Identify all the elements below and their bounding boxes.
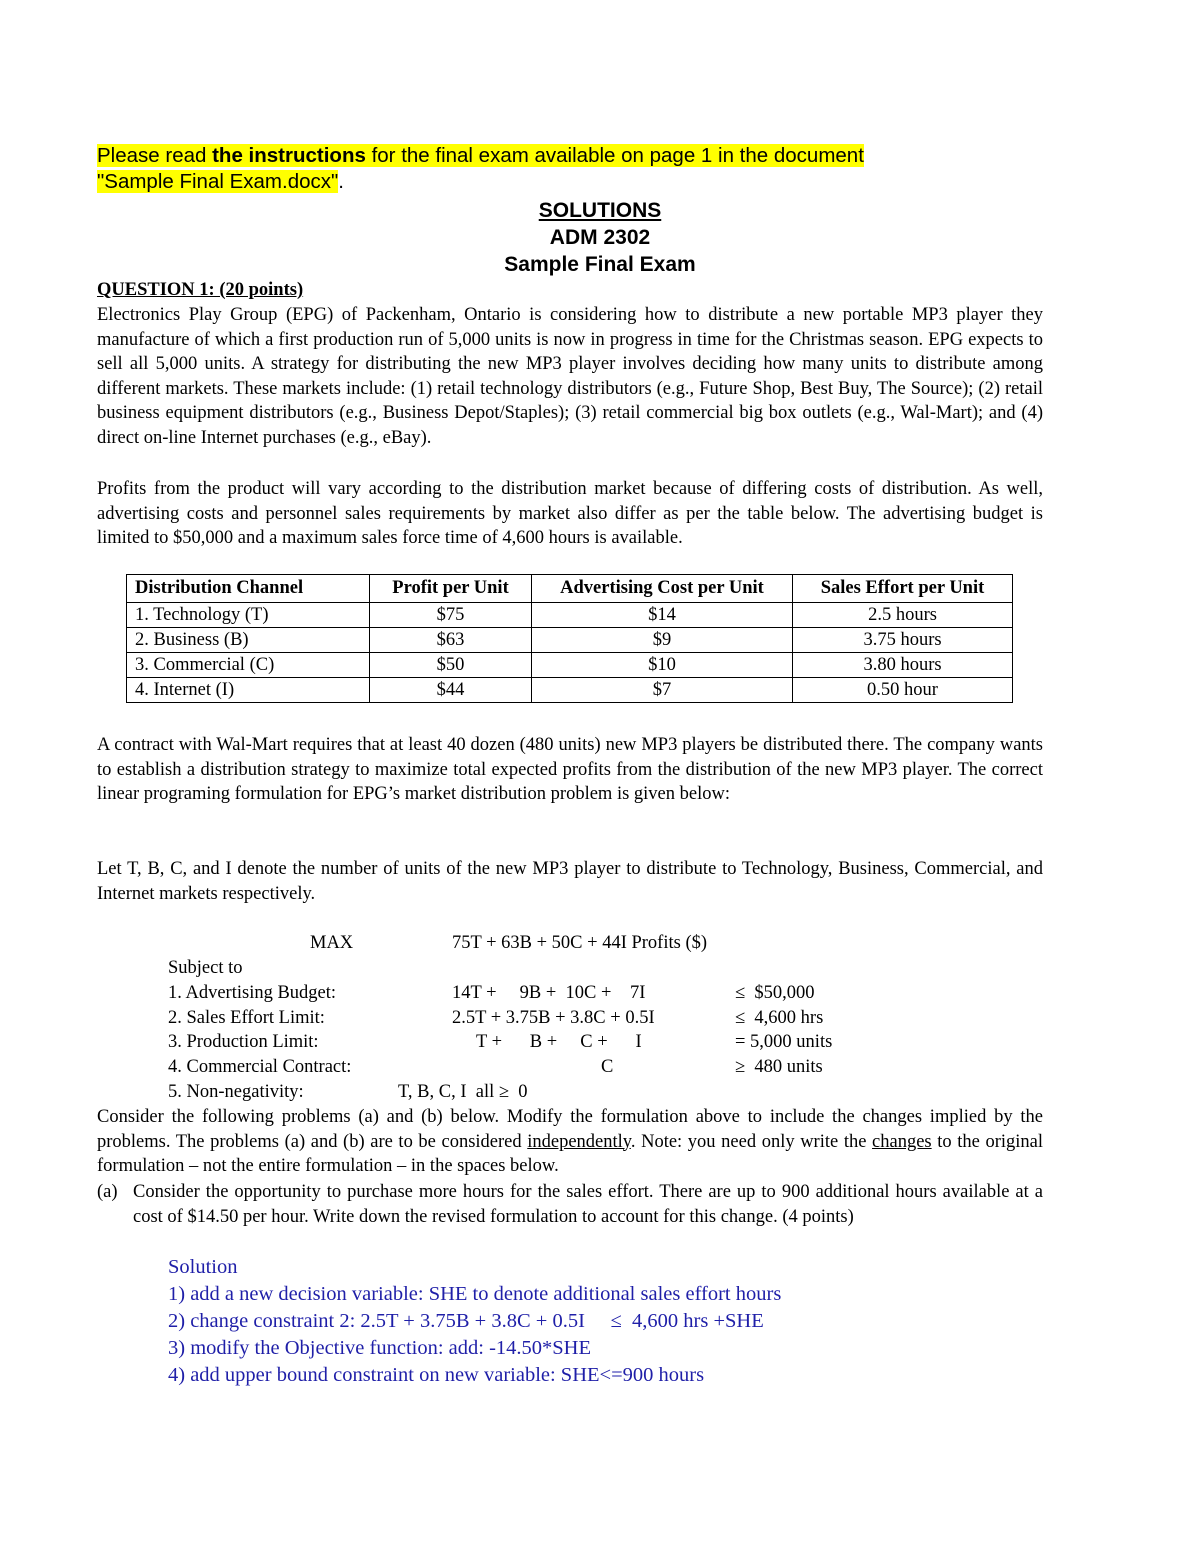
profits-paragraph: Profits from the product will vary according to the distribution market because of differing costs of distribution. As well, advertising costs and personnel sales requirements by market also differ as per the table below. The advertising budget is limited to $50,000 and a maximum sales force time of 4,600 hours is available. bbox=[97, 479, 1043, 549]
part-a-text: Consider the opportunity to purchase more hours for the sales effort. There are up to 900 additional hours available at a cost of $14.50 per hour. Write down the revised formulation to account for this change. (4 points) bbox=[133, 1182, 1043, 1227]
table-cell: $10 bbox=[532, 653, 793, 678]
solution-title: Solution bbox=[168, 1256, 238, 1278]
constraint-expression: 14T + 9B + 10C + 7I bbox=[452, 983, 646, 1003]
table-cell: 2.5 hours bbox=[793, 603, 1013, 628]
subject-to-label: Subject to bbox=[168, 958, 243, 978]
notice-bold: the instructions bbox=[212, 144, 366, 167]
distribution-table bbox=[126, 574, 1013, 703]
objective-label: MAX bbox=[310, 933, 354, 953]
table-header-cell: Sales Effort per Unit bbox=[793, 575, 1013, 603]
constraint-rhs: = 5,000 units bbox=[735, 1032, 833, 1052]
table-cell: 1. Technology (T) bbox=[127, 603, 370, 628]
table-cell: 2. Business (B) bbox=[127, 628, 370, 653]
contract-paragraph: A contract with Wal-Mart requires that at least 40 dozen (480 units) new MP3 players be distributed there. The company wants to establish a distribution strategy to maximize total expected profits from the distribution of the new MP3 player. The correct linear programing formulation for EPG’s market distribution problem is given below: bbox=[97, 735, 1043, 805]
table-row bbox=[127, 678, 1013, 703]
exam-title: Sample Final Exam bbox=[504, 253, 696, 276]
question-heading: QUESTION 1: (20 points) bbox=[97, 280, 304, 300]
solution-step: 3) modify the Objective function: add: -14.50*SHE bbox=[168, 1337, 592, 1359]
nonnegativity-label: 5. Non-negativity: bbox=[168, 1082, 304, 1102]
table-cell: 4. Internet (I) bbox=[127, 678, 370, 703]
constraint-rhs: ≥ 480 units bbox=[735, 1057, 823, 1077]
constraint-label: 2. Sales Effort Limit: bbox=[168, 1008, 325, 1028]
notice-period: . bbox=[338, 170, 344, 193]
consider-paragraph bbox=[97, 1105, 1043, 1179]
constraint-label: 3. Production Limit: bbox=[168, 1032, 319, 1052]
question-intro-paragraph: Electronics Play Group (EPG) of Packenham, Ontario is considering how to distribute a new portable MP3 player they manufacture of which a first production run of 5,000 units is now in progress in time for the Christmas season. EPG expects to sell all 5,000 units. A strategy for distributing the new MP3 player involves deciding how many units to distribute among different markets. These markets include: (1) retail technology distributors (e.g., Future Shop, Best Buy, The Source); (2) retail business equipment distributors (e.g., Business Depot/Staples); (3) retail commercial big box outlets (e.g., Wal-Mart); and (4) direct on-line Internet purchases (e.g., eBay). bbox=[97, 305, 1043, 448]
constraint-expression: C bbox=[601, 1057, 614, 1077]
solution-step: 1) add a new decision variable: SHE to denote additional sales effort hours bbox=[168, 1283, 782, 1305]
table-cell: $63 bbox=[370, 628, 532, 653]
table-cell: 3.80 hours bbox=[793, 653, 1013, 678]
table-cell: 3.75 hours bbox=[793, 628, 1013, 653]
exam-instructions-notice bbox=[97, 143, 1097, 195]
constraint-rhs: ≤ $50,000 bbox=[735, 983, 815, 1003]
table-header-cell: Advertising Cost per Unit bbox=[532, 575, 793, 603]
part-a-label: (a) bbox=[97, 1182, 118, 1202]
objective-function: 75T + 63B + 50C + 44I Profits ($) bbox=[452, 933, 708, 953]
consider-text: to the original formulation – not the entire formulation – in the spaces below. bbox=[97, 1131, 1044, 1177]
solution-step: 2) change constraint 2: 2.5T + 3.75B + 3.8C + 0.5I ≤ 4,600 hrs +SHE bbox=[168, 1310, 764, 1332]
table-row bbox=[127, 653, 1013, 678]
table-row bbox=[127, 603, 1013, 628]
table-header-cell: Distribution Channel bbox=[127, 575, 370, 603]
solutions-title: SOLUTIONS bbox=[538, 199, 662, 222]
table-header-row bbox=[127, 575, 1013, 603]
nonnegativity-expression: T, B, C, I all ≥ 0 bbox=[398, 1082, 528, 1102]
table-row bbox=[127, 628, 1013, 653]
table-cell: $75 bbox=[370, 603, 532, 628]
notice-prefix: Please read bbox=[97, 144, 213, 167]
constraint-expression: 2.5T + 3.75B + 3.8C + 0.5I bbox=[452, 1008, 655, 1028]
table-cell: $44 bbox=[370, 678, 532, 703]
notice-suffix: for the final exam available on page 1 in the document bbox=[365, 144, 864, 167]
table-cell: $7 bbox=[532, 678, 793, 703]
consider-text: Consider the following problems (a) and (b) below. Modify the formulation above to include the changes implied by the problems. The problems (a) and (b) are to be considered bbox=[97, 1107, 1043, 1152]
changes-emphasis: changes bbox=[872, 1131, 932, 1152]
constraint-expression: T + B + C + I bbox=[476, 1032, 642, 1052]
variables-paragraph: Let T, B, C, and I denote the number of units of the new MP3 player to distribute to Technology, Business, Commercial, and Internet markets respectively. bbox=[97, 859, 1043, 904]
notice-filename: "Sample Final Exam.docx" bbox=[97, 170, 339, 193]
table-cell: 0.50 hour bbox=[793, 678, 1013, 703]
table-header-cell: Profit per Unit bbox=[370, 575, 532, 603]
independently-emphasis: independently bbox=[527, 1131, 631, 1152]
table-cell: 3. Commercial (C) bbox=[127, 653, 370, 678]
consider-text: . Note: you need only write the bbox=[630, 1131, 873, 1152]
table-cell: $50 bbox=[370, 653, 532, 678]
solution-step: 4) add upper bound constraint on new variable: SHE<=900 hours bbox=[168, 1364, 705, 1386]
constraint-rhs: ≤ 4,600 hrs bbox=[735, 1008, 824, 1028]
constraint-label: 4. Commercial Contract: bbox=[168, 1057, 352, 1077]
course-code: ADM 2302 bbox=[549, 226, 651, 249]
table-cell: $9 bbox=[532, 628, 793, 653]
table-cell: $14 bbox=[532, 603, 793, 628]
constraint-label: 1. Advertising Budget: bbox=[168, 983, 337, 1003]
